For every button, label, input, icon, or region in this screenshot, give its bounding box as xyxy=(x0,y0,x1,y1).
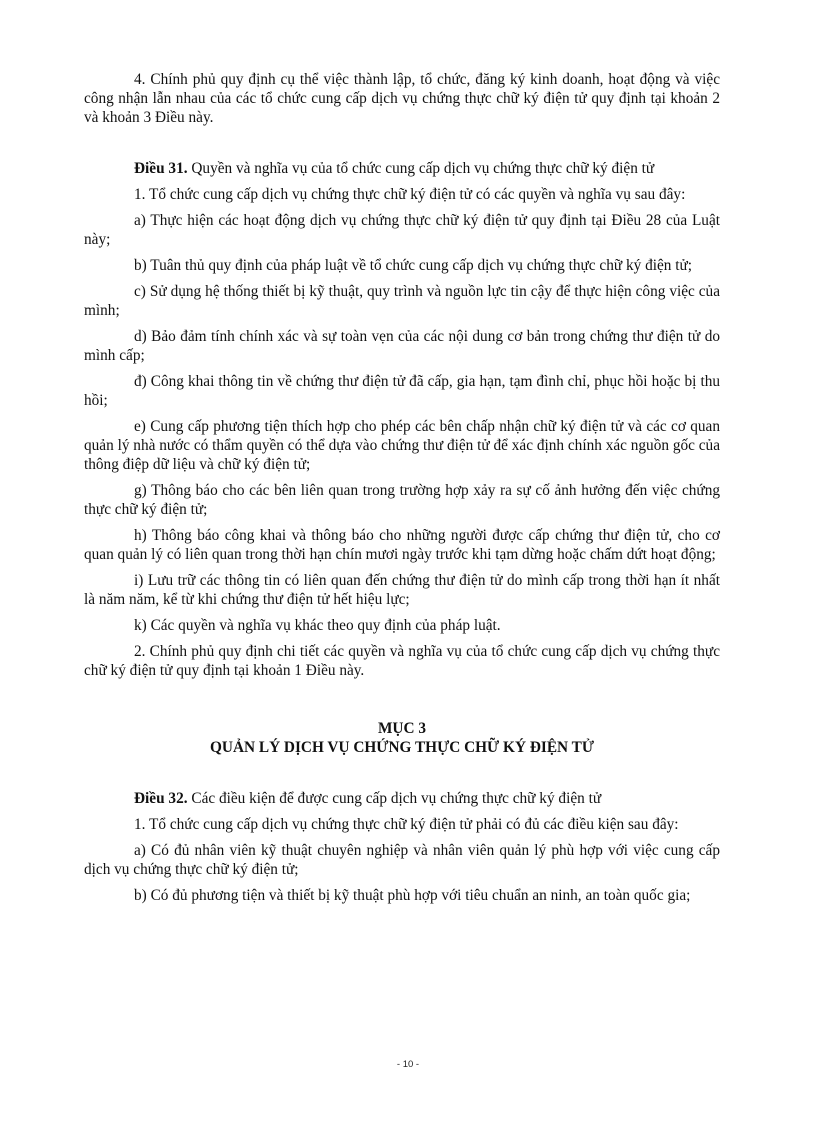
paragraph: đ) Công khai thông tin về chứng thư điện tử đã cấp, gia hạn, tạm đình chỉ, phục hồi hoặc bị thu hồi; xyxy=(84,373,720,409)
article-31-heading xyxy=(84,159,720,178)
paragraph: a) Thực hiện các hoạt động dịch vụ chứng thực chữ ký điện tử quy định tại Điều 28 của Luật này; xyxy=(84,212,720,248)
article-32-title: Các điều kiện để được cung cấp dịch vụ chứng thực chữ ký điện tử xyxy=(187,790,602,807)
paragraph: h) Thông báo công khai và thông báo cho những người được cấp chứng thư điện tử, cho cơ quan quản lý có liên quan trong thời hạn chín mươi ngày trước khi tạm dừng hoặc chấm dứt hoạt động; xyxy=(84,527,720,563)
paragraph: i) Lưu trữ các thông tin có liên quan đến chứng thư điện tử do mình cấp trong thời hạn ít nhất là năm năm, kể từ khi chứng thư điện tử hết hiệu lực; xyxy=(84,572,720,608)
page-number: - 10 - xyxy=(396,1059,420,1070)
article-32-heading xyxy=(84,789,720,808)
section-title: QUẢN LÝ DỊCH VỤ CHỨNG THỰC CHỮ KÝ ĐIỆN TỬ xyxy=(210,739,594,756)
paragraph: a) Có đủ nhân viên kỹ thuật chuyên nghiệp và nhân viên quản lý phù hợp với việc cung cấp dịch vụ chứng thực chữ ký điện tử; xyxy=(84,842,720,878)
article-31-title: Quyền và nghĩa vụ của tổ chức cung cấp dịch vụ chứng thực chữ ký điện tử xyxy=(187,160,655,177)
paragraph: 1. Tổ chức cung cấp dịch vụ chứng thực chữ ký điện tử phải có đủ các điều kiện sau đây: xyxy=(134,816,679,833)
section-label: MỤC 3 xyxy=(377,720,426,737)
article-31-label: Điều 31. xyxy=(134,160,188,177)
paragraph: 4. Chính phủ quy định cụ thể việc thành lập, tổ chức, đăng ký kinh doanh, hoạt động và việc công nhận lẫn nhau của các tổ chức cung cấp dịch vụ chứng thực chữ ký điện tử quy định tại khoản 2 và khoản 3 Điều này. xyxy=(84,71,720,126)
paragraph: c) Sử dụng hệ thống thiết bị kỹ thuật, quy trình và nguồn lực tin cậy để thực hiện công việc của mình; xyxy=(84,283,720,319)
paragraph: e) Cung cấp phương tiện thích hợp cho phép các bên chấp nhận chữ ký điện tử và các cơ quan quản lý nhà nước có thẩm quyền có thể dựa vào chứng thư điện tử để xác định chính xác nguồn gốc của thông điệp dữ liệu và chữ ký điện tử; xyxy=(84,418,720,473)
paragraph: k) Các quyền và nghĩa vụ khác theo quy định của pháp luật. xyxy=(134,617,501,634)
document-page xyxy=(84,70,720,912)
paragraph: d) Bảo đảm tính chính xác và sự toàn vẹn của các nội dung cơ bản trong chứng thư điện tử do mình cấp; xyxy=(84,328,720,364)
paragraph: b) Tuân thủ quy định của pháp luật về tổ chức cung cấp dịch vụ chứng thực chữ ký điện tử; xyxy=(134,257,693,274)
paragraph: 2. Chính phủ quy định chi tiết các quyền và nghĩa vụ của tổ chức cung cấp dịch vụ chứng thực chữ ký điện tử quy định tại khoản 1 Điều này. xyxy=(84,643,720,679)
paragraph: b) Có đủ phương tiện và thiết bị kỹ thuật phù hợp với tiêu chuẩn an ninh, an toàn quốc gia; xyxy=(134,887,691,904)
article-32-label: Điều 32. xyxy=(134,790,188,807)
paragraph: 1. Tổ chức cung cấp dịch vụ chứng thực chữ ký điện tử có các quyền và nghĩa vụ sau đây: xyxy=(134,186,686,203)
paragraph: g) Thông báo cho các bên liên quan trong trường hợp xảy ra sự cố ảnh hưởng đến việc chứng thực chữ ký điện tử; xyxy=(84,482,720,518)
